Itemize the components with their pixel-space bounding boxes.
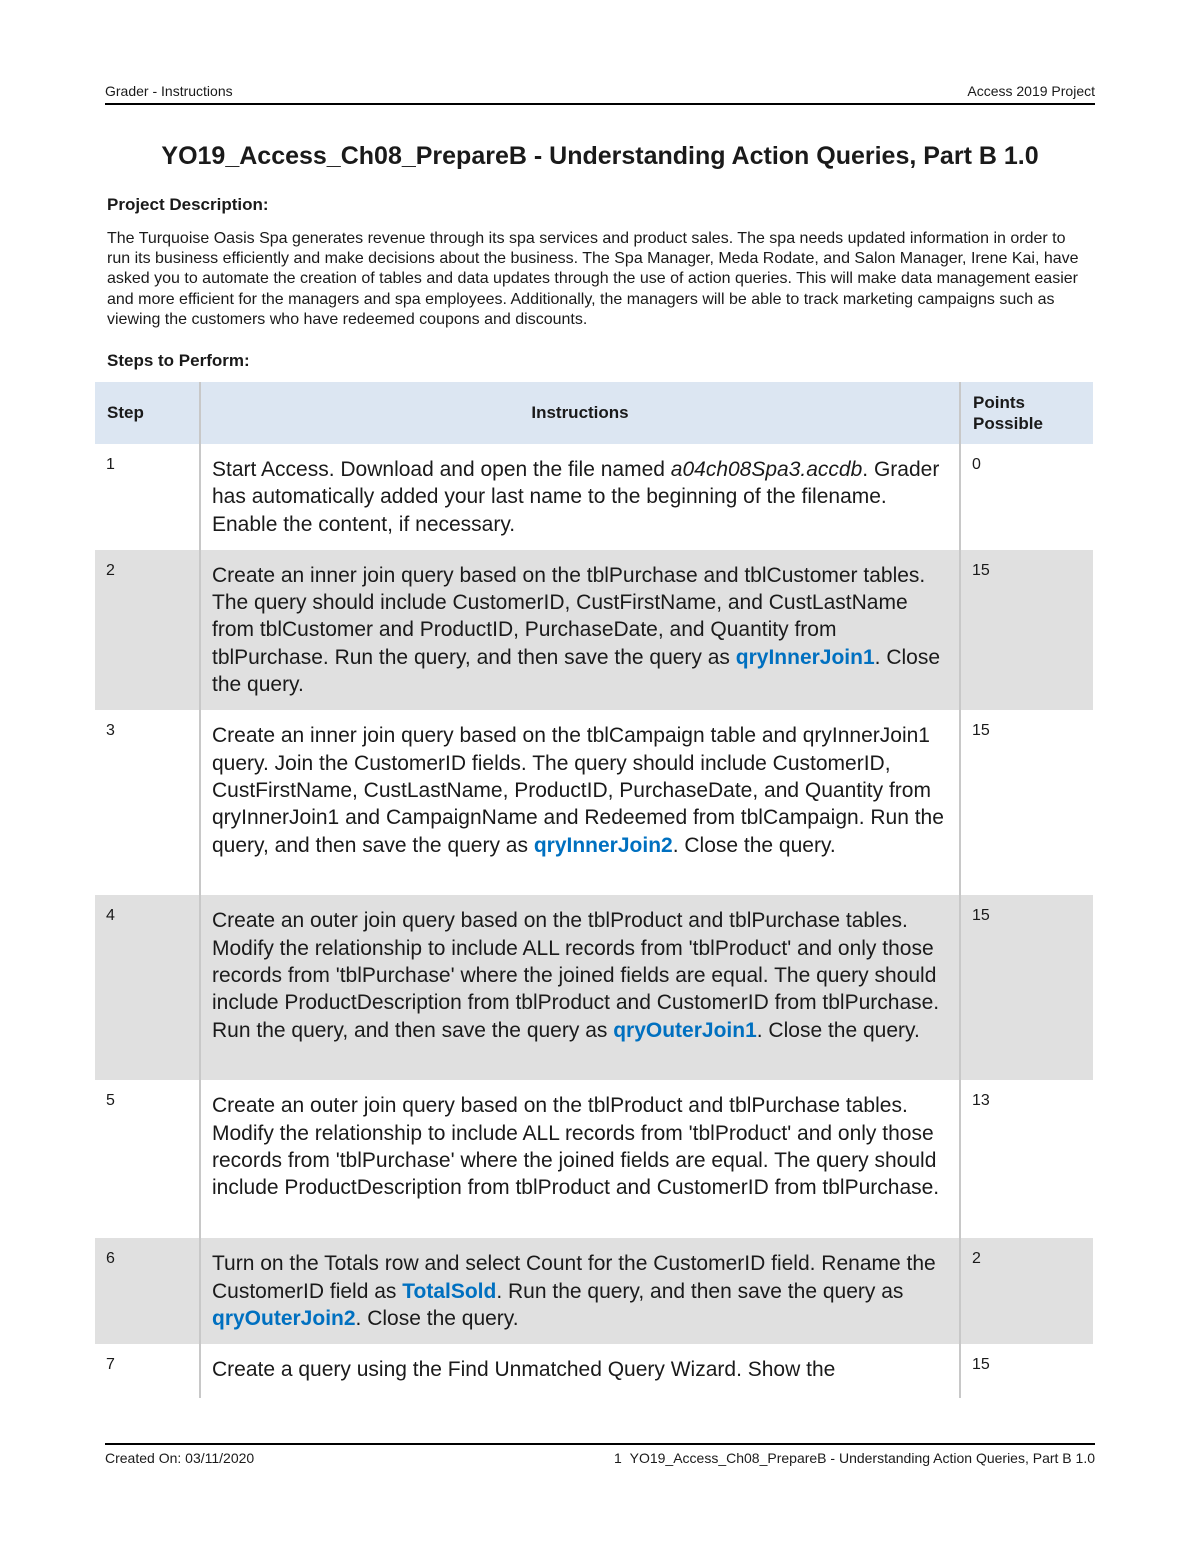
step-instructions	[200, 550, 960, 710]
page-number: 1	[614, 1450, 622, 1466]
query-name: qryOuterJoin1	[613, 1018, 757, 1042]
page-header	[105, 83, 1095, 105]
step-instructions	[200, 710, 960, 895]
instruction-text: Create an outer join query based on the tblProduct and tblPurchase tables. Modify the relationship to include ALL records from 'tblProduct' and only those records from 'tblPurchase' where the joined fields are equal. The query should include ProductDescription from tblProduct and CustomerID from tblPurchase. Run the query, and then save the query as	[212, 909, 940, 1042]
table-row	[95, 895, 1093, 1080]
table-row	[95, 710, 1093, 895]
step-instructions	[200, 1238, 960, 1344]
step-number: 5	[106, 1092, 115, 1110]
table-row	[95, 1344, 1093, 1398]
header-points: Points Possible	[960, 382, 1093, 444]
step-instructions	[200, 1080, 960, 1238]
step-points: 15	[960, 1344, 1093, 1398]
step-points: 2	[960, 1238, 1093, 1344]
step-number: 4	[95, 895, 200, 1080]
instruction-text: . Grader has automatically added your last name to the beginning of the filename. Enable the content, if necessary.	[212, 458, 940, 536]
step-points: 15	[960, 895, 1093, 1080]
project-description: The Turquoise Oasis Spa generates revenue through its spa services and product sales. The spa needs updated information in order to run its business efficiently and make decisions about the business. The Spa Manager, Meda Rodate, and Salon Manager, Irene Kai, have asked you to automate the creation of tables and data updates through the use of action queries. This will make data management easier and more efficient for the managers and spa employees. Additionally, the managers will be able to track marketing campaigns such as viewing the customers who have redeemed coupons and discounts.	[107, 230, 1079, 328]
table-row	[95, 1238, 1093, 1344]
document-title: YO19_Access_Ch08_PrepareB - Understanding Action Queries, Part B 1.0	[161, 142, 1039, 170]
instruction-text: . Close the query.	[355, 1306, 519, 1330]
step-number: 1	[106, 456, 115, 473]
instruction-text: . Close the query.	[212, 645, 941, 697]
instruction-text: Create an inner join query based on the tblPurchase and tblCustomer tables. The query should include CustomerID, CustFirstName, and CustLastName from tblCustomer and ProductID, PurchaseDate, and Quantity from tblPurchase. Run the query, and then save the query as	[212, 563, 926, 669]
instruction-text: . Run the query, and then save the query as	[496, 1279, 904, 1303]
steps-label: Steps to Perform:	[107, 351, 250, 370]
footer-right	[575, 1450, 1095, 1467]
step-number: 6	[95, 1238, 200, 1344]
footer-doc-title: YO19_Access_Ch08_PrepareB - Understanding Action Queries, Part B 1.0	[629, 1450, 1095, 1466]
project-description-label: Project Description:	[107, 195, 269, 214]
step-number: 7	[106, 1356, 115, 1374]
step-number: 3	[106, 722, 115, 740]
table-row	[95, 1080, 1093, 1238]
step-instructions	[200, 895, 960, 1080]
footer-created: Created On: 03/11/2020	[105, 1450, 255, 1466]
instruction-text: Create an inner join query based on the tblCampaign table and qryInnerJoin1 query. Join the CustomerID fields. The query should include CustomerID, CustFirstName, CustLastName, ProductID, PurchaseDate, and Quantity from qryInnerJoin1 and CampaignName and Redeemed from tblCampaign. Run the query, and then save the query as	[212, 724, 944, 857]
steps-body	[95, 444, 1093, 1398]
step-number: 2	[95, 550, 200, 710]
step-points: 15	[960, 710, 1093, 895]
step-instructions	[200, 444, 960, 550]
header-step: Step	[95, 382, 200, 444]
instruction-text: Create a query using the Find Unmatched Query Wizard. Show the	[212, 1358, 836, 1382]
step-instructions	[200, 1344, 960, 1398]
query-name: qryInnerJoin2	[533, 833, 673, 857]
instruction-text: . Close the query.	[756, 1018, 920, 1042]
step-points: 0	[960, 444, 1093, 550]
query-name: qryInnerJoin1	[735, 645, 875, 669]
table-row	[95, 550, 1093, 710]
instruction-text: Create an outer join query based on the tblProduct and tblPurchase tables. Modify the relationship to include ALL records from 'tblProduct' and only those records from 'tblPurchase' where the joined fields are equal. The query should include ProductDescription from tblProduct and CustomerID from tblPurchase.	[212, 1094, 940, 1200]
instruction-text: Start Access. Download and open the file named	[212, 458, 671, 481]
header-right: Access 2019 Project	[967, 83, 1095, 99]
file-name: a04ch08Spa3.accdb	[670, 458, 863, 481]
instruction-text: . Close the query.	[672, 833, 836, 857]
table-header-row	[95, 382, 1093, 444]
step-points: 15	[960, 550, 1093, 710]
query-name: TotalSold	[402, 1279, 497, 1303]
instruction-text: Turn on the Totals row and select Count for the CustomerID field. Rename the CustomerID field as	[212, 1252, 936, 1303]
header-instructions: Instructions	[200, 382, 960, 444]
step-points: 13	[960, 1080, 1093, 1238]
steps-table	[95, 382, 1093, 1398]
table-row	[95, 444, 1093, 550]
header-left: Grader - Instructions	[105, 83, 233, 99]
page-footer	[105, 1443, 1095, 1485]
query-name: qryOuterJoin2	[212, 1306, 356, 1330]
